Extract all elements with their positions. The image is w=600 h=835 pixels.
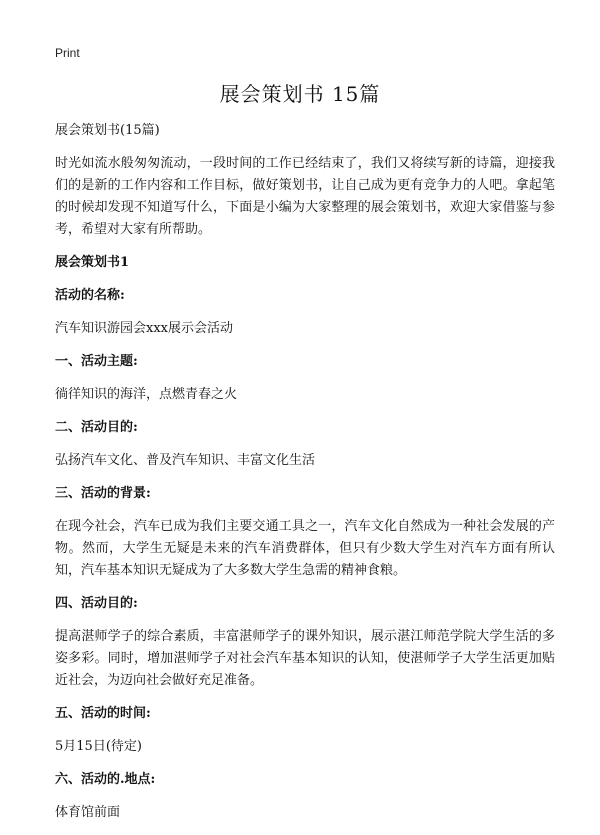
time-heading: 五、活动的时间: xyxy=(55,706,151,721)
document-subtitle: 展会策划书(15篇) xyxy=(55,123,160,138)
document-title: 展会策划书 15篇 xyxy=(219,82,381,106)
activity-name-text: 汽车知识游园会xxx展示会活动 xyxy=(55,321,233,336)
document-body xyxy=(55,120,555,835)
intro-paragraph: 时光如流水般匆匆流动，一段时间的工作已经结束了，我们又将续写新的诗篇，迎接我们的是新的工作内容和工作目标，做好策划书，让自己成为更有竞争力的人吧。拿起笔的时候却发现不知道写什么，下面是小编为大家整理的展会策划书，欢迎大家借鉴与参考，希望对大家有所帮助。 xyxy=(55,156,555,237)
activity-name-heading: 活动的名称: xyxy=(55,288,125,303)
place-text: 体育馆前面 xyxy=(55,805,121,820)
purpose-heading: 二、活动目的: xyxy=(55,420,138,435)
purpose-text: 弘扬汽车文化、普及汽车知识、丰富文化生活 xyxy=(55,453,316,468)
time-text: 5月15日(待定) xyxy=(55,739,142,754)
purpose2-text: 提高湛师学子的综合素质，丰富湛师学子的课外知识，展示湛江师范学院大学生活的多姿多彩。同时，增加湛师学子对社会汽车基本知识的认知，使湛师学子大学生活更加贴近社会，为迈向社会做好充足准备。 xyxy=(55,629,555,688)
theme-text: 徜徉知识的海洋，点燃青春之火 xyxy=(55,387,238,402)
theme-heading: 一、活动主题: xyxy=(55,354,138,369)
section-heading: 展会策划书1 xyxy=(55,255,130,270)
background-heading: 三、活动的背景: xyxy=(55,486,151,501)
print-link[interactable]: Print xyxy=(55,46,80,60)
place-heading: 六、活动的.地点: xyxy=(55,772,156,787)
purpose2-heading: 四、活动目的: xyxy=(55,596,138,611)
background-text: 在现今社会，汽车已成为我们主要交通工具之一，汽车文化自然成为一种社会发展的产物。然而，大学生无疑是未来的汽车消费群体，但只有少数大学生对汽车方面有所认知，汽车基本知识无疑成为了大多数大学生急需的精神食粮。 xyxy=(55,519,555,578)
